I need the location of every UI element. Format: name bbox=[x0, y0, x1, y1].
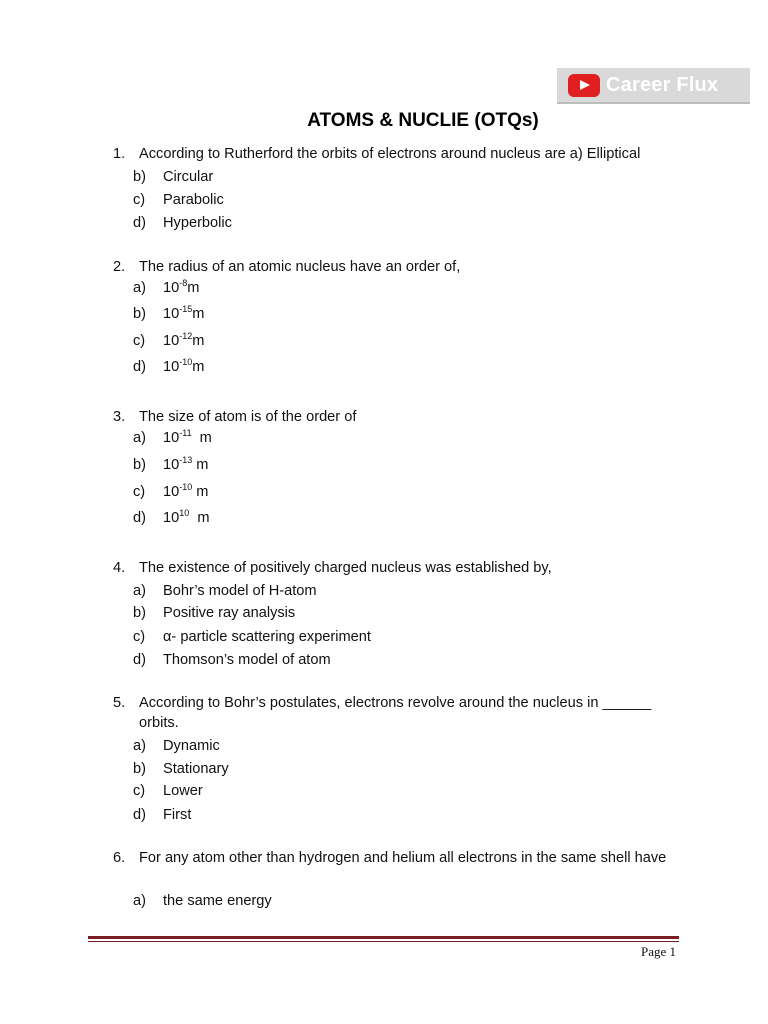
document-title: ATOMS & NUCLIE (OTQs) bbox=[307, 110, 539, 131]
option-text: Dynamic bbox=[163, 738, 220, 754]
option-text: $10^{-11}$ m bbox=[163, 428, 212, 446]
option-letter: c) bbox=[133, 629, 146, 645]
option-letter: a) bbox=[133, 738, 146, 754]
option-text: $10^{-13}$ m bbox=[163, 455, 209, 473]
question-text: For any atom other than hydrogen and helium all electrons in the same shell have bbox=[139, 850, 667, 866]
option-text: $10^{-8}m$ bbox=[163, 278, 200, 296]
option-text: $10^{10}$ m bbox=[163, 508, 210, 526]
option-text: First bbox=[163, 807, 192, 823]
option-text: Parabolic bbox=[163, 192, 224, 208]
option-letter: b) bbox=[133, 306, 146, 322]
option-text: α- particle scattering experiment bbox=[163, 629, 371, 645]
option-letter: b) bbox=[133, 457, 146, 473]
option-letter: b) bbox=[133, 169, 146, 185]
option-text: $10^{-12}m$ bbox=[163, 331, 205, 349]
question-number: 5. bbox=[113, 695, 126, 711]
option-letter: c) bbox=[133, 484, 146, 500]
option-letter: d) bbox=[133, 215, 146, 231]
option-letter: c) bbox=[133, 192, 146, 208]
footer-rule-thin bbox=[88, 941, 679, 942]
question-number: 4. bbox=[113, 560, 126, 576]
option-letter: c) bbox=[133, 333, 146, 349]
option-letter: a) bbox=[133, 430, 146, 446]
option-letter: d) bbox=[133, 510, 146, 526]
option-letter: a) bbox=[133, 280, 146, 296]
question-text: The existence of positively charged nucleus was established by, bbox=[139, 560, 552, 576]
option-letter: b) bbox=[133, 605, 146, 621]
option-text: Circular bbox=[163, 169, 214, 185]
question-text: The radius of an atomic nucleus have an order of, bbox=[139, 259, 461, 275]
option-letter: d) bbox=[133, 807, 146, 823]
option-text: Stationary bbox=[163, 761, 229, 777]
career-flux-logo bbox=[557, 68, 750, 104]
option-text: $10^{-15}m$ bbox=[163, 304, 205, 322]
option-letter: b) bbox=[133, 761, 146, 777]
question-number: 1. bbox=[113, 146, 126, 162]
option-text: Lower bbox=[163, 783, 203, 799]
page-number: Page 1 bbox=[640, 944, 676, 959]
option-text: Bohr’s model of H-atom bbox=[163, 583, 317, 599]
option-text: the same energy bbox=[163, 893, 272, 909]
question-text: According to Bohr’s postulates, electrons revolve around the nucleus in ______ orbits. bbox=[139, 695, 652, 731]
option-text: Hyperbolic bbox=[163, 215, 232, 231]
question-text: According to Rutherford the orbits of electrons around nucleus are a) Elliptical bbox=[139, 146, 641, 162]
question-number: 6. bbox=[113, 850, 126, 866]
option-letter: c) bbox=[133, 783, 146, 799]
option-letter: a) bbox=[133, 583, 146, 599]
option-text: $10^{-10}m$ bbox=[163, 357, 205, 375]
option-letter: a) bbox=[133, 893, 146, 909]
question-number: 3. bbox=[113, 409, 126, 425]
logo-text: Career Flux bbox=[606, 73, 719, 96]
option-text: Thomson’s model of atom bbox=[163, 652, 331, 668]
question-number: 2. bbox=[113, 259, 126, 275]
youtube-play-icon bbox=[568, 74, 600, 97]
option-letter: d) bbox=[133, 359, 146, 375]
option-text: $10^{-10}$ m bbox=[163, 482, 209, 500]
question-text: The size of atom is of the order of bbox=[139, 409, 357, 425]
option-text: Positive ray analysis bbox=[163, 605, 296, 621]
option-letter: d) bbox=[133, 652, 146, 668]
footer-rule bbox=[88, 936, 679, 939]
